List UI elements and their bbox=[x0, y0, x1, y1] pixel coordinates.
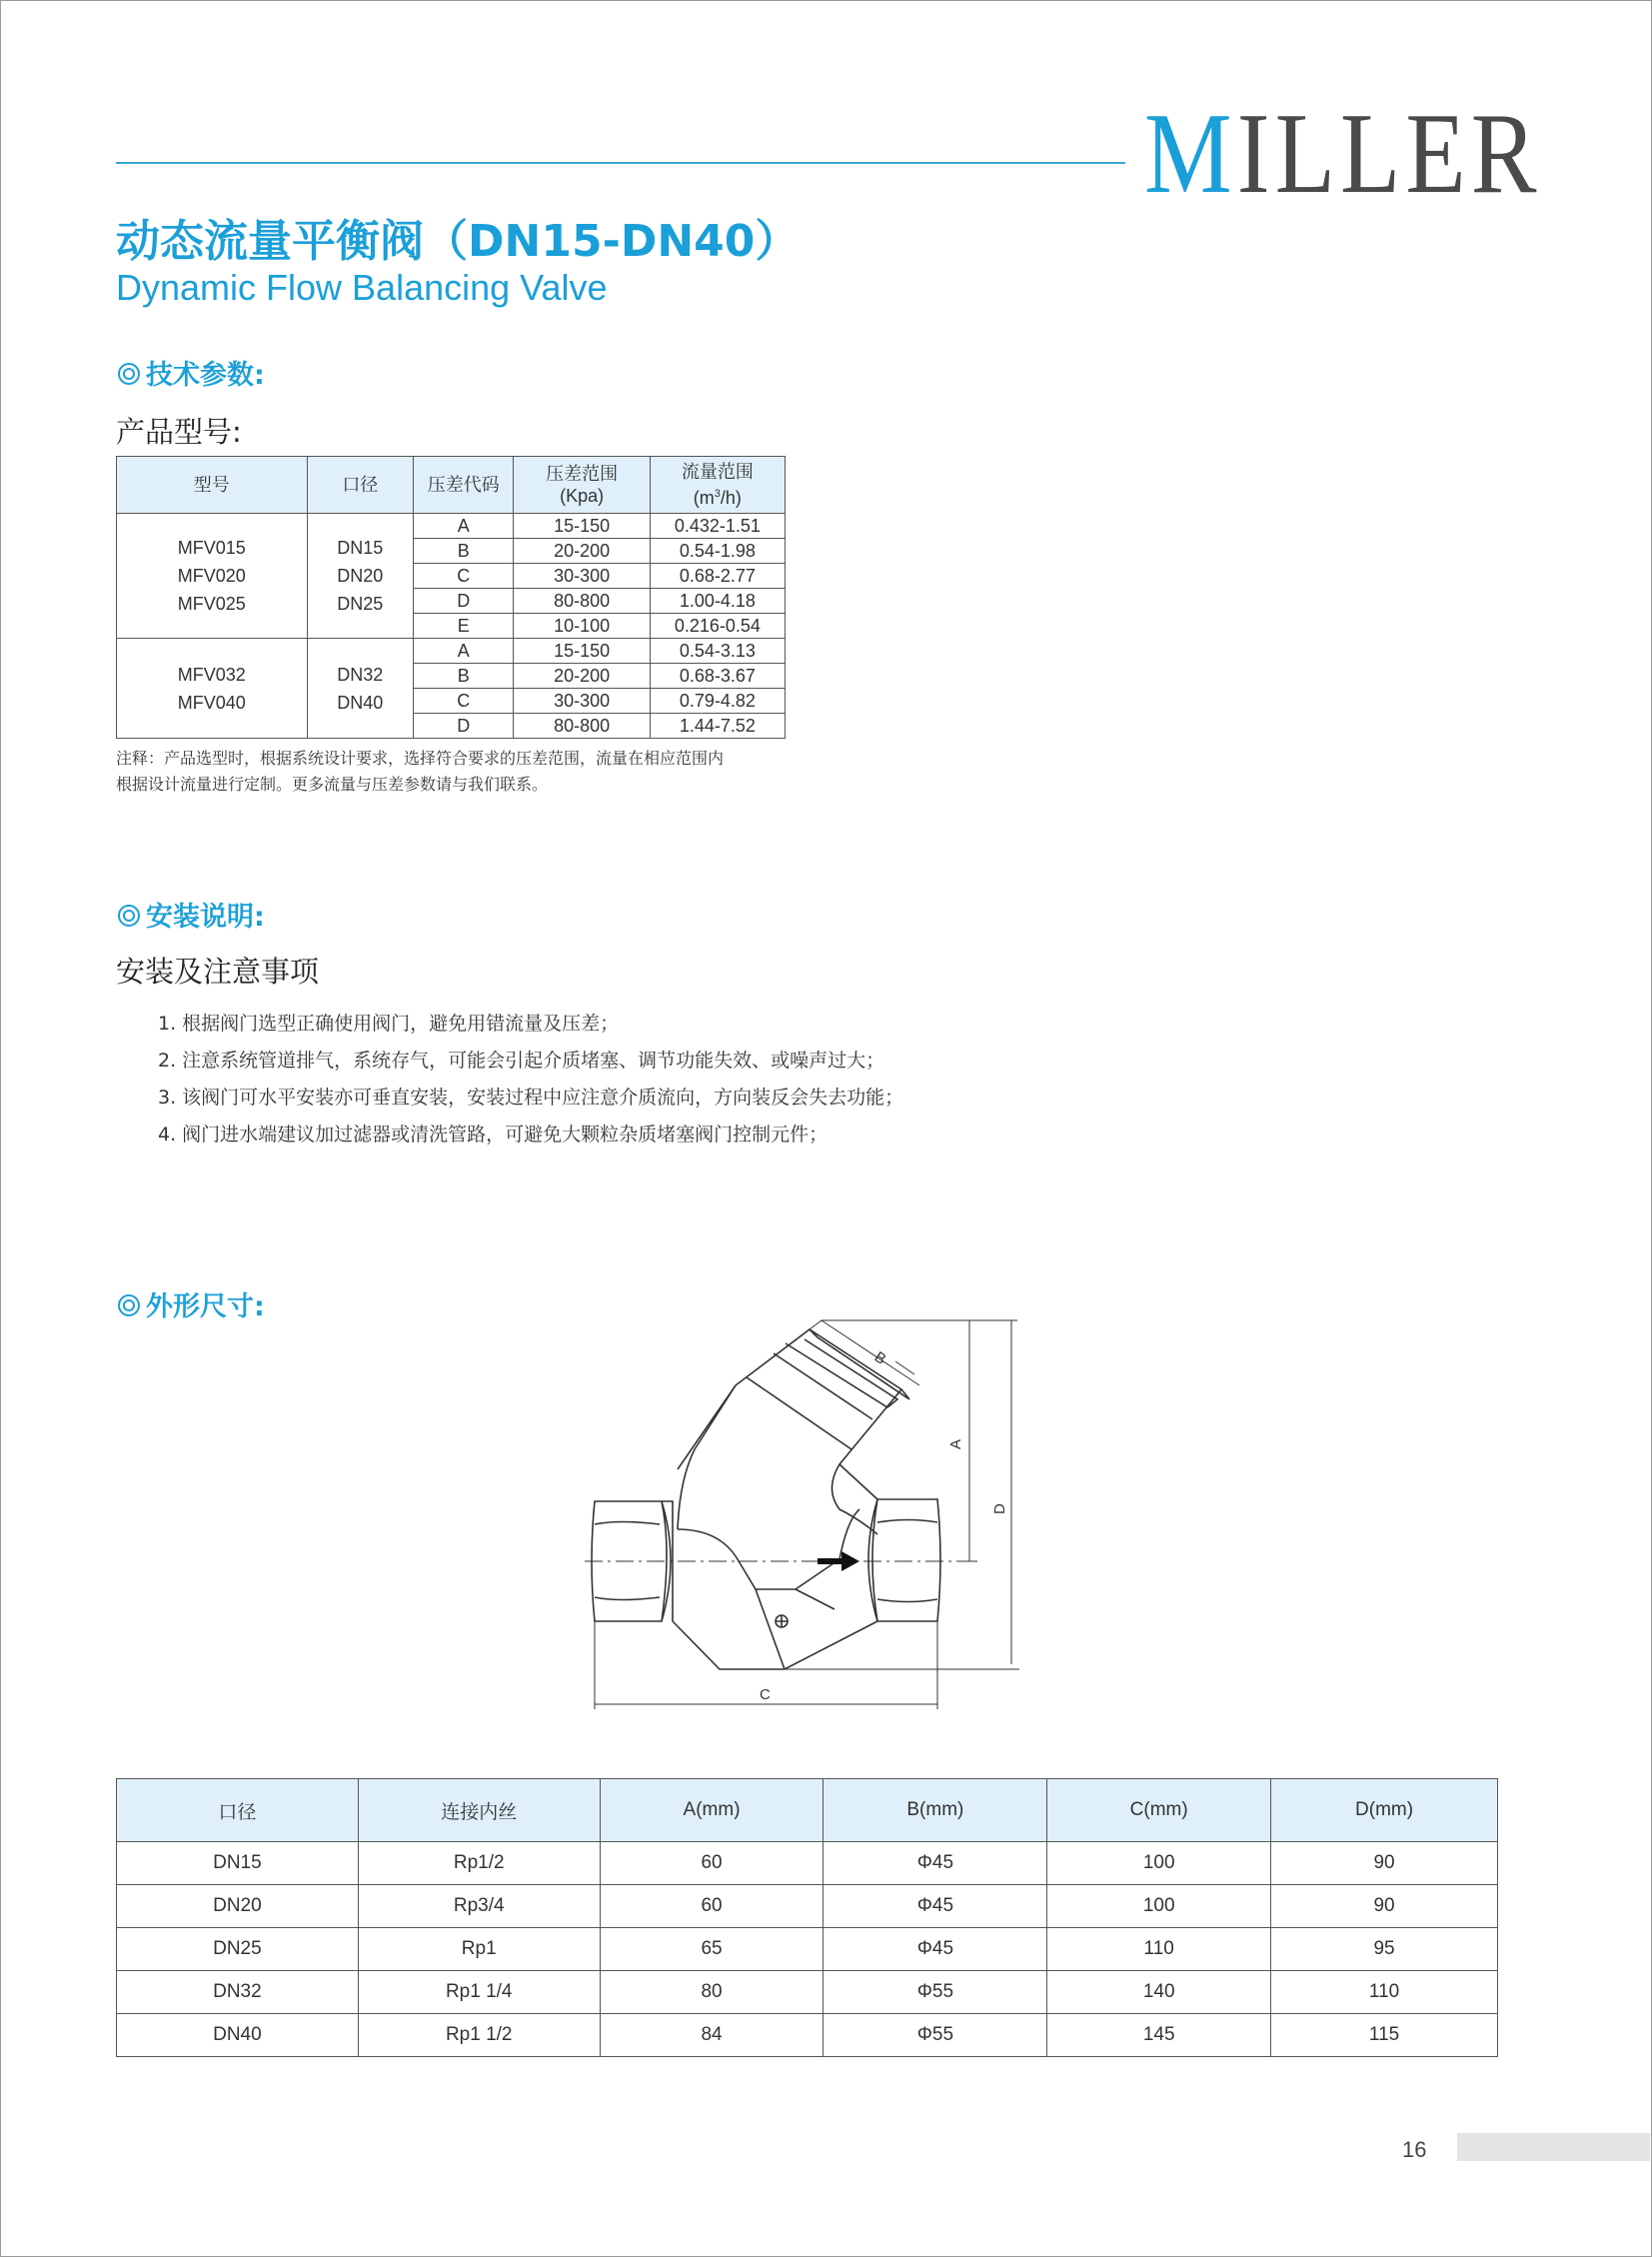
table-row: C 30-300 0.79-4.82 bbox=[117, 689, 786, 714]
table-row: B 20-200 0.68-3.67 bbox=[117, 664, 786, 689]
table-row: DN40 Rp1 1/2 84 Φ55 145 115 bbox=[117, 2014, 1498, 2057]
table-row: D 80-800 1.44-7.52 bbox=[117, 714, 786, 739]
table-row: DN20 Rp3/4 60 Φ45 100 90 bbox=[117, 1885, 1498, 1928]
section-install-heading: 安装说明: bbox=[118, 904, 265, 931]
section-dims-heading: 外形尺寸: bbox=[118, 1293, 265, 1320]
product-model-table bbox=[116, 456, 786, 739]
brand-logo: MILLER bbox=[1144, 90, 1542, 218]
dim-label-a: A bbox=[947, 1438, 964, 1449]
table-row: B 20-200 0.54-1.98 bbox=[117, 539, 786, 564]
section-tech-heading: 技术参数: bbox=[118, 362, 265, 389]
bullet-ring-icon bbox=[118, 1294, 140, 1316]
footer-bar bbox=[1457, 2133, 1650, 2161]
model-group-1: MFV015 MFV020 MFV025 bbox=[117, 514, 308, 639]
selection-note: 注释：产品选型时，根据系统设计要求，选择符合要求的压差范围，流量在相应范围内 根据设计流量进行定制。更多流量与压差参数请与我们联系。 bbox=[116, 749, 725, 794]
install-subheading: 安装及注意事项 bbox=[116, 955, 320, 989]
bullet-ring-icon bbox=[118, 363, 140, 385]
table-row: D 80-800 1.00-4.18 bbox=[117, 589, 786, 614]
model-group-2: MFV032 MFV040 bbox=[117, 639, 308, 739]
col-size: 口径 bbox=[307, 457, 414, 514]
table-row: MFV015 MFV020 MFV025 DN15 DN20 DN25 A 15-150 0.432-1.51 bbox=[117, 514, 786, 539]
dimensions-table bbox=[116, 1778, 1498, 2057]
list-item: 1. 根据阀门选型正确使用阀门，避免用错流量及压差； bbox=[158, 1013, 620, 1035]
col-dp-range: 压差范围 (Kpa) bbox=[514, 457, 650, 514]
table-row: DN25 Rp1 65 Φ45 110 95 bbox=[117, 1928, 1498, 1971]
product-model-subheading: 产品型号: bbox=[116, 415, 242, 449]
col-flow-range: 流量范围 $(m^3/h)$ bbox=[650, 457, 785, 514]
size-group-1: DN15 DN20 DN25 bbox=[307, 514, 414, 639]
install-notes-list bbox=[158, 1006, 903, 1153]
page-title-en: Dynamic Flow Balancing Valve bbox=[116, 267, 608, 308]
table-header-row bbox=[117, 457, 786, 514]
dim-label-b: B bbox=[870, 1348, 889, 1368]
table-row: C 30-300 0.68-2.77 bbox=[117, 564, 786, 589]
col-model: 型号 bbox=[117, 457, 308, 514]
list-item: 3. 该阀门可水平安装亦可垂直安装，安装过程中应注意介质流向，方向装反会失去功能； bbox=[158, 1087, 904, 1109]
bullet-ring-icon bbox=[118, 905, 140, 927]
dim-label-c: C bbox=[760, 1686, 771, 1703]
page-number: 16 bbox=[1402, 2137, 1427, 2162]
valve-dimension-drawing bbox=[560, 1319, 1059, 1719]
dim-label-d: D bbox=[991, 1503, 1008, 1514]
size-group-2: DN32 DN40 bbox=[307, 639, 414, 739]
list-item: 2. 注意系统管道排气，系统存气，可能会引起介质堵塞、调节功能失效、或噪声过大； bbox=[158, 1050, 885, 1072]
list-item: 4. 阀门进水端建议加过滤器或清洗管路，可避免大颗粒杂质堵塞阀门控制元件； bbox=[158, 1124, 828, 1145]
table-row: DN15 Rp1/2 60 Φ45 100 90 bbox=[117, 1842, 1498, 1885]
table-header-row: 口径 连接内丝 A(mm) B(mm) C(mm) D(mm) bbox=[117, 1779, 1498, 1842]
table-row: DN32 Rp1 1/4 80 Φ55 140 110 bbox=[117, 1971, 1498, 2014]
page-title-cn: 动态流量平衡阀（DN15-DN40） bbox=[116, 216, 800, 267]
col-dp-code: 压差代码 bbox=[414, 457, 514, 514]
table-row: MFV032 MFV040 DN32 DN40 A 15-150 0.54-3.13 bbox=[117, 639, 786, 664]
table-row: E 10-100 0.216-0.54 bbox=[117, 614, 786, 639]
header-rule bbox=[116, 162, 1125, 164]
